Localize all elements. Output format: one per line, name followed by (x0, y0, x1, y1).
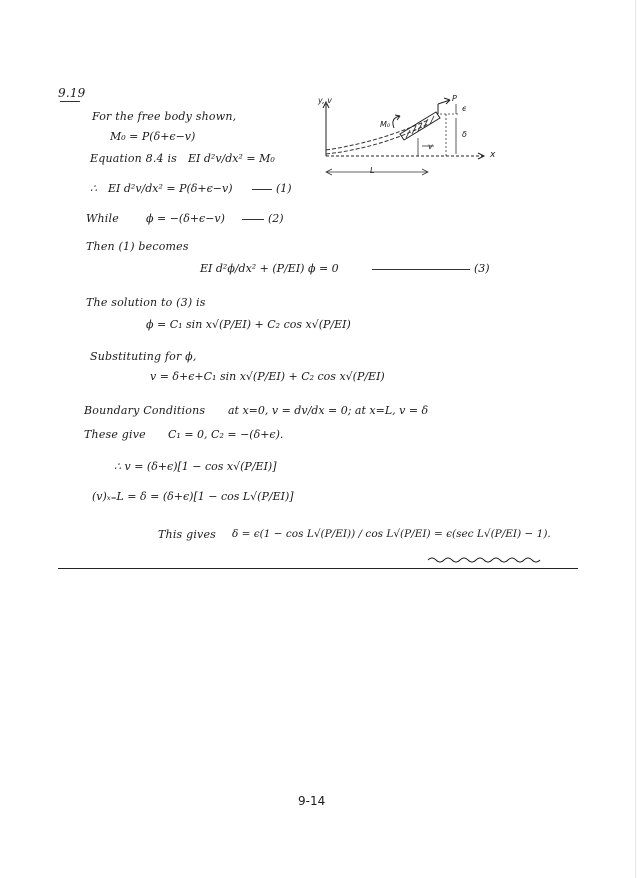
equation-ref-text: Equation 8.4 is (90, 152, 178, 165)
substitution-text: Substituting for ϕ, (90, 350, 197, 363)
problem-number: 9.19 (58, 86, 86, 100)
equation-2: ϕ = −(δ+ϵ−v) (146, 212, 225, 225)
moment-label: M₀ (380, 120, 391, 129)
section-divider (58, 568, 578, 569)
this-gives-text: This gives (158, 528, 217, 541)
v-at-L-equation: (v)ₓ₌L = δ = (δ+ϵ)[1 − cos L√(P/EI)] (92, 490, 294, 503)
while-text: While (86, 212, 119, 225)
v-expression: v = δ+ϵ+C₁ sin x√(P/EI) + C₂ cos x√(P/EI) (150, 370, 385, 383)
then-text: Then (1) becomes (86, 240, 189, 253)
equation-2-tag: (2) (268, 212, 284, 225)
result-underline (426, 556, 544, 564)
intro-text: For the free body shown, (92, 110, 237, 123)
eq2-leader (242, 219, 264, 220)
solution-text: The solution to (3) is (86, 296, 206, 309)
axis-x-label: x (490, 150, 496, 160)
equation-3: EI d²ϕ/dx² + (P/EI) ϕ = 0 (200, 262, 339, 275)
equation-1-tag: (1) (276, 182, 292, 195)
boundary-conditions-text: Boundary Conditions (84, 404, 206, 417)
problem-number-underline (60, 101, 80, 102)
moment-equation: M₀ = P(δ+ϵ−v) (110, 130, 196, 143)
equation-1: EI d²v/dx² = P(δ+ϵ−v) (108, 182, 233, 195)
ei-equation: EI d²v/dx² = M₀ (188, 152, 275, 165)
therefore-symbol: ∴ (90, 182, 97, 195)
v-final-equation: ∴ v = (δ+ϵ)[1 − cos x√(P/EI)] (114, 460, 277, 473)
solution-equation: ϕ = C₁ sin x√(P/EI) + C₂ cos x√(P/EI) (146, 318, 351, 331)
scan-edge (635, 0, 636, 878)
page-number: 9-14 (298, 794, 326, 808)
eq3-leader (372, 269, 470, 270)
equation-3-tag: (3) (474, 262, 490, 275)
free-body-diagram (300, 88, 520, 198)
delta-label: δ (462, 130, 467, 139)
axis-y-label: y, v (318, 96, 332, 105)
eq1-leader (252, 189, 272, 190)
boundary-conditions-expression: at x=0, v = dv/dx = 0; at x=L, v = δ (228, 404, 429, 417)
length-label: L (370, 166, 375, 175)
constants-expression: C₁ = 0, C₂ = −(δ+ϵ). (168, 428, 284, 441)
load-label: P (452, 94, 457, 103)
v-label: v (428, 142, 433, 151)
delta-result: δ = ϵ(1 − cos L√(P/EI)) / cos L√(P/EI) = ϵ(sec L√(P/EI) − 1). (232, 528, 551, 540)
these-give-text: These give (84, 428, 146, 441)
epsilon-label: ϵ (462, 104, 467, 113)
